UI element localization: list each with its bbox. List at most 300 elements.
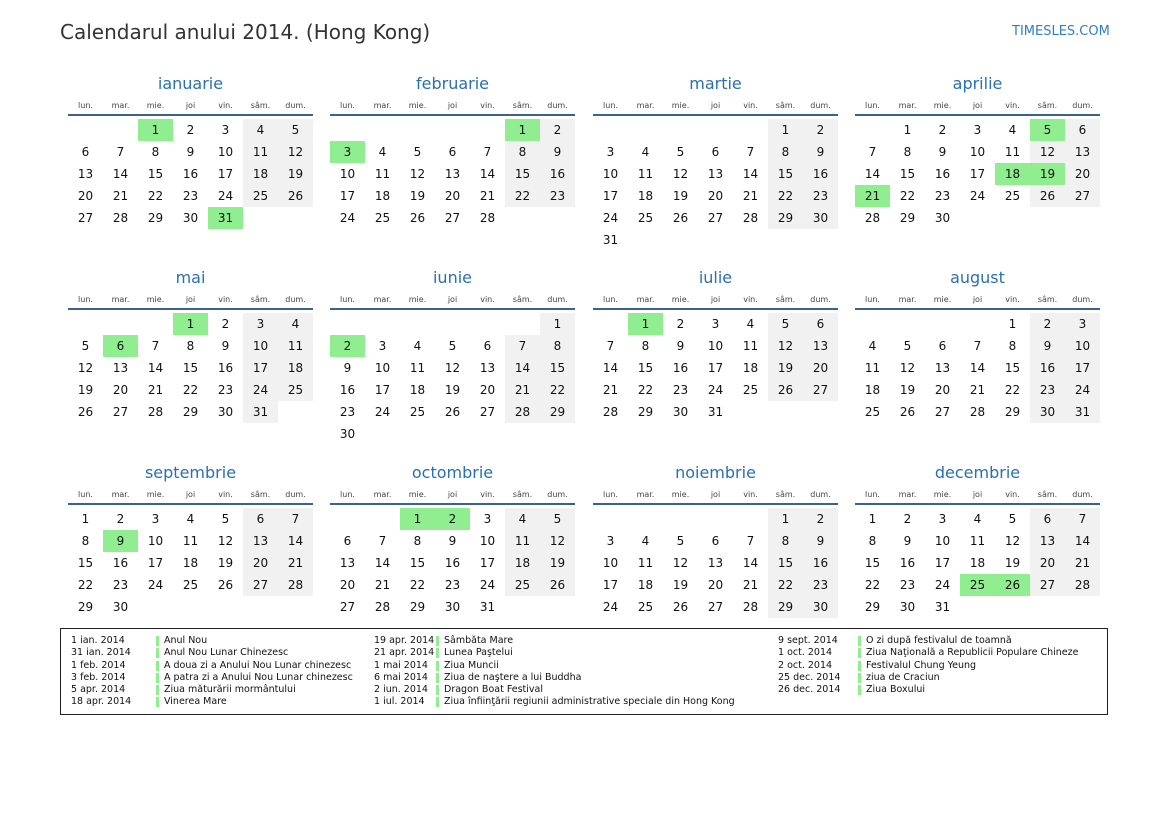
weekday-label: dum.: [1072, 101, 1093, 110]
day-cell: 31: [1065, 401, 1100, 423]
day-cell: 9: [903, 534, 912, 548]
day-cell: 24: [147, 578, 164, 592]
day-cell: 16: [672, 361, 689, 375]
legend-date: 18 apr. 2014: [71, 696, 132, 708]
day-cell: 13: [707, 556, 724, 570]
legend-holiday-name: Ziua înfiinţării regiunii administrative speciale din Hong Kong: [444, 696, 735, 708]
day-cell: 15: [768, 552, 803, 574]
weekday-label: joi: [972, 490, 983, 499]
day-cell: 9: [1030, 335, 1065, 357]
legend-date: 21 apr. 2014: [374, 647, 435, 659]
day-cell: 10: [374, 361, 391, 375]
day-cell: 6: [938, 339, 947, 353]
day-cell: 24: [602, 211, 619, 225]
day-cell: 20: [1030, 552, 1065, 574]
day-cell: 6: [803, 313, 838, 335]
day-cell: 16: [540, 163, 575, 185]
site-brand-link[interactable]: TIMESLES.COM: [1012, 24, 1110, 39]
day-cell: 3: [243, 313, 278, 335]
day-cell: 20: [339, 578, 356, 592]
day-cell: 21: [147, 383, 164, 397]
day-cell: 30: [1030, 401, 1065, 423]
day-cell: 12: [1004, 534, 1021, 548]
weekday-label: joi: [185, 101, 196, 110]
day-cell: 22: [768, 574, 803, 596]
day-cell: 10: [339, 167, 356, 181]
weekday-label: vin.: [1005, 295, 1020, 304]
day-cell: 18: [409, 383, 426, 397]
day-cell: 5: [768, 313, 803, 335]
day-cell: 14: [864, 167, 881, 181]
day-cell: 20: [112, 383, 129, 397]
weekday-label: mie.: [671, 101, 690, 110]
holiday-day-cell: 25: [960, 574, 995, 596]
weekday-label: sâm.: [250, 490, 271, 499]
day-cell: 24: [243, 379, 278, 401]
day-cell: 27: [934, 405, 951, 419]
weekday-label: dum.: [285, 490, 306, 499]
day-cell: 8: [151, 145, 160, 159]
day-cell: 13: [1030, 530, 1065, 552]
day-cell: 2: [186, 123, 195, 137]
day-cell: 5: [448, 339, 457, 353]
day-cell: 11: [409, 361, 426, 375]
month-header-rule: [593, 503, 838, 505]
holiday-marker-icon: [156, 697, 159, 707]
weekday-label: mie.: [671, 295, 690, 304]
day-cell: 19: [672, 189, 689, 203]
day-cell: 23: [217, 383, 234, 397]
day-cell: 27: [707, 600, 724, 614]
day-cell: 17: [707, 361, 724, 375]
day-cell: 27: [479, 405, 496, 419]
day-cell: 16: [803, 163, 838, 185]
day-cell: 26: [217, 578, 234, 592]
day-cell: 28: [374, 600, 391, 614]
legend-holiday-name: Vinerea Mare: [164, 696, 227, 708]
day-cell: 10: [602, 556, 619, 570]
month-name: octombrie: [411, 463, 494, 482]
weekday-label: mie.: [146, 490, 165, 499]
weekday-label: sâm.: [512, 101, 533, 110]
day-cell: 20: [707, 189, 724, 203]
weekday-label: mar.: [373, 295, 392, 304]
day-cell: 22: [182, 383, 199, 397]
day-cell: 4: [1008, 123, 1017, 137]
day-cell: 14: [278, 530, 313, 552]
day-cell: 24: [934, 578, 951, 592]
day-cell: 23: [112, 578, 129, 592]
day-cell: 13: [934, 361, 951, 375]
day-cell: 8: [768, 141, 803, 163]
day-cell: 24: [479, 578, 496, 592]
month-name: decembrie: [934, 463, 1021, 482]
day-cell: 28: [112, 211, 129, 225]
day-cell: 14: [505, 357, 540, 379]
day-cell: 12: [217, 534, 234, 548]
legend-date: 3 feb. 2014: [71, 671, 126, 683]
day-cell: 4: [973, 512, 982, 526]
day-cell: 16: [182, 167, 199, 181]
day-cell: 12: [672, 167, 689, 181]
legend-date: 26 dec. 2014: [778, 684, 841, 696]
day-cell: 22: [409, 578, 426, 592]
day-cell: 28: [742, 211, 759, 225]
day-cell: 3: [151, 512, 160, 526]
day-cell: 31: [707, 405, 724, 419]
day-cell: 15: [540, 357, 575, 379]
holiday-day-cell: 19: [1030, 163, 1065, 185]
day-cell: 16: [112, 556, 129, 570]
legend-holiday-name: Ziua măturării mormântului: [164, 684, 296, 696]
legend-date: 25 dec. 2014: [778, 671, 841, 683]
day-cell: 3: [938, 512, 947, 526]
day-cell: 2: [938, 123, 947, 137]
holiday-marker-icon: [436, 661, 439, 671]
day-cell: 16: [1030, 357, 1065, 379]
day-cell: 18: [278, 357, 313, 379]
weekday-label: joi: [185, 490, 196, 499]
legend-holiday-name: Lunea Paştelui: [444, 647, 513, 659]
day-cell: 9: [343, 361, 352, 375]
holiday-legend: [60, 628, 1108, 715]
weekday-label: vin.: [743, 295, 758, 304]
day-cell: 11: [1004, 145, 1021, 159]
day-cell: 29: [147, 211, 164, 225]
day-cell: 14: [742, 556, 759, 570]
day-cell: 23: [182, 189, 199, 203]
weekday-label: dum.: [285, 295, 306, 304]
day-cell: 24: [602, 600, 619, 614]
day-cell: 6: [343, 534, 352, 548]
day-cell: 20: [707, 578, 724, 592]
day-cell: 30: [803, 596, 838, 618]
weekday-label: sâm.: [1037, 295, 1058, 304]
day-cell: 25: [637, 211, 654, 225]
day-cell: 9: [938, 145, 947, 159]
day-cell: 10: [969, 145, 986, 159]
weekday-label: mar.: [636, 295, 655, 304]
weekday-label: mar.: [898, 295, 917, 304]
day-cell: 9: [803, 141, 838, 163]
weekday-label: sâm.: [775, 101, 796, 110]
day-cell: 20: [243, 552, 278, 574]
weekday-label: dum.: [810, 490, 831, 499]
day-cell: 30: [339, 427, 356, 441]
holiday-marker-icon: [858, 661, 861, 671]
holiday-day-cell: 1: [505, 119, 540, 141]
month-header-rule: [330, 503, 575, 505]
month-header-rule: [855, 114, 1100, 116]
weekday-label: joi: [185, 295, 196, 304]
weekday-label: mar.: [636, 101, 655, 110]
day-cell: 18: [637, 189, 654, 203]
day-cell: 28: [278, 574, 313, 596]
month-header-rule: [330, 308, 575, 310]
month-header-rule: [68, 503, 313, 505]
weekday-label: lun.: [865, 295, 880, 304]
day-cell: 28: [1065, 574, 1100, 596]
legend-holiday-name: Ziua Muncii: [444, 659, 499, 671]
day-cell: 5: [221, 512, 230, 526]
day-cell: 16: [899, 556, 916, 570]
legend-date: 1 oct. 2014: [778, 647, 833, 659]
day-cell: 8: [413, 534, 422, 548]
weekday-label: lun.: [340, 490, 355, 499]
weekday-label: joi: [710, 101, 721, 110]
holiday-marker-icon: [858, 648, 861, 658]
weekday-label: sâm.: [250, 101, 271, 110]
day-cell: 18: [864, 383, 881, 397]
weekday-label: vin.: [1005, 490, 1020, 499]
day-cell: 6: [483, 339, 492, 353]
day-cell: 10: [147, 534, 164, 548]
day-cell: 31: [479, 600, 496, 614]
day-cell: 13: [112, 361, 129, 375]
day-cell: 27: [112, 405, 129, 419]
day-cell: 5: [278, 119, 313, 141]
day-cell: 26: [409, 211, 426, 225]
month-header-rule: [330, 114, 575, 116]
weekday-label: joi: [447, 295, 458, 304]
day-cell: 17: [339, 189, 356, 203]
month-name: mai: [175, 268, 206, 287]
day-cell: 5: [676, 534, 685, 548]
day-cell: 29: [864, 600, 881, 614]
weekday-label: mar.: [373, 490, 392, 499]
day-cell: 13: [339, 556, 356, 570]
weekday-label: lun.: [865, 490, 880, 499]
day-cell: 25: [637, 600, 654, 614]
day-cell: 4: [641, 534, 650, 548]
day-cell: 30: [112, 600, 129, 614]
day-cell: 10: [1065, 335, 1100, 357]
holiday-day-cell: 26: [995, 574, 1030, 596]
legend-date: 6 mai 2014: [374, 671, 428, 683]
holiday-marker-icon: [858, 673, 861, 683]
holiday-marker-icon: [156, 673, 159, 683]
legend-holiday-name: Ziua de naştere a lui Buddha: [444, 671, 582, 683]
day-cell: 22: [899, 189, 916, 203]
weekday-label: sâm.: [512, 490, 533, 499]
day-cell: 17: [1065, 357, 1100, 379]
day-cell: 22: [637, 383, 654, 397]
legend-date: 1 mai 2014: [374, 659, 428, 671]
day-cell: 4: [413, 339, 422, 353]
legend-date: 1 ian. 2014: [71, 635, 125, 646]
day-cell: 1: [903, 123, 912, 137]
day-cell: 18: [505, 552, 540, 574]
day-cell: 27: [339, 600, 356, 614]
day-cell: 25: [278, 379, 313, 401]
day-cell: 17: [602, 578, 619, 592]
day-cell: 12: [1030, 141, 1065, 163]
day-cell: 27: [1030, 574, 1065, 596]
day-cell: 27: [243, 574, 278, 596]
weekday-label: joi: [710, 295, 721, 304]
day-cell: 2: [803, 508, 838, 530]
weekday-label: vin.: [480, 101, 495, 110]
holiday-day-cell: 1: [173, 313, 208, 335]
weekday-label: dum.: [810, 295, 831, 304]
day-cell: 9: [803, 530, 838, 552]
day-cell: 28: [602, 405, 619, 419]
weekday-label: mie.: [933, 101, 952, 110]
holiday-marker-icon: [156, 648, 159, 658]
day-cell: 22: [768, 185, 803, 207]
day-cell: 24: [374, 405, 391, 419]
day-cell: 24: [1065, 379, 1100, 401]
day-cell: 18: [182, 556, 199, 570]
day-cell: 3: [221, 123, 230, 137]
day-cell: 14: [112, 167, 129, 181]
month-name: iulie: [698, 268, 733, 287]
weekday-label: vin.: [743, 490, 758, 499]
day-cell: 10: [243, 335, 278, 357]
day-cell: 21: [742, 578, 759, 592]
day-cell: 4: [243, 119, 278, 141]
day-cell: 26: [672, 600, 689, 614]
legend-holiday-name: ziua de Craciun: [866, 671, 940, 683]
day-cell: 3: [606, 145, 615, 159]
day-cell: 21: [479, 189, 496, 203]
day-cell: 8: [903, 145, 912, 159]
day-cell: 16: [803, 552, 838, 574]
weekday-label: sâm.: [775, 490, 796, 499]
day-cell: 13: [444, 167, 461, 181]
day-cell: 4: [505, 508, 540, 530]
day-cell: 17: [147, 556, 164, 570]
day-cell: 2: [676, 317, 685, 331]
legend-date: 1 feb. 2014: [71, 659, 126, 671]
holiday-marker-icon: [436, 685, 439, 695]
day-cell: 17: [969, 167, 986, 181]
day-cell: 15: [1004, 361, 1021, 375]
day-cell: 21: [969, 383, 986, 397]
day-cell: 7: [151, 339, 160, 353]
weekday-label: vin.: [480, 490, 495, 499]
day-cell: 7: [483, 145, 492, 159]
weekday-label: mie.: [408, 295, 427, 304]
day-cell: 28: [147, 405, 164, 419]
weekday-label: joi: [972, 101, 983, 110]
day-cell: 4: [378, 145, 387, 159]
day-cell: 18: [742, 361, 759, 375]
day-cell: 13: [707, 167, 724, 181]
day-cell: 10: [934, 534, 951, 548]
day-cell: 20: [77, 189, 94, 203]
day-cell: 14: [374, 556, 391, 570]
day-cell: 24: [217, 189, 234, 203]
day-cell: 19: [217, 556, 234, 570]
weekday-label: lun.: [865, 101, 880, 110]
weekday-label: mie.: [408, 101, 427, 110]
day-cell: 31: [934, 600, 951, 614]
day-cell: 10: [479, 534, 496, 548]
day-cell: 8: [768, 530, 803, 552]
day-cell: 11: [243, 141, 278, 163]
day-cell: 5: [1008, 512, 1017, 526]
weekday-label: dum.: [1072, 490, 1093, 499]
day-cell: 31: [243, 401, 278, 423]
day-cell: 2: [803, 119, 838, 141]
day-cell: 21: [1065, 552, 1100, 574]
weekday-label: lun.: [340, 295, 355, 304]
day-cell: 22: [1004, 383, 1021, 397]
day-cell: 24: [969, 189, 986, 203]
holiday-marker-icon: [156, 636, 159, 646]
weekday-label: sâm.: [250, 295, 271, 304]
day-cell: 1: [768, 508, 803, 530]
weekday-label: joi: [972, 295, 983, 304]
legend-holiday-name: Anul Nou Lunar Chinezesc: [164, 647, 289, 659]
day-cell: 28: [742, 600, 759, 614]
holiday-marker-icon: [436, 648, 439, 658]
month-header-rule: [68, 114, 313, 116]
day-cell: 4: [746, 317, 755, 331]
day-cell: 5: [676, 145, 685, 159]
day-cell: 5: [413, 145, 422, 159]
weekday-label: dum.: [1072, 295, 1093, 304]
day-cell: 15: [182, 361, 199, 375]
day-cell: 14: [602, 361, 619, 375]
day-cell: 29: [77, 600, 94, 614]
day-cell: 7: [278, 508, 313, 530]
day-cell: 12: [77, 361, 94, 375]
month-header-rule: [68, 308, 313, 310]
day-cell: 26: [1030, 185, 1065, 207]
weekday-label: dum.: [285, 101, 306, 110]
holiday-day-cell: 2: [330, 335, 365, 357]
weekday-label: dum.: [810, 101, 831, 110]
weekday-label: mie.: [933, 295, 952, 304]
day-cell: 28: [864, 211, 881, 225]
day-cell: 12: [278, 141, 313, 163]
weekday-label: lun.: [78, 101, 93, 110]
day-cell: 20: [803, 357, 838, 379]
legend-holiday-name: Anul Nou: [164, 635, 208, 646]
weekday-label: sâm.: [1037, 490, 1058, 499]
weekday-label: joi: [447, 101, 458, 110]
day-cell: 17: [602, 189, 619, 203]
day-cell: 8: [1008, 339, 1017, 353]
day-cell: 5: [81, 339, 90, 353]
weekday-label: sâm.: [512, 295, 533, 304]
day-cell: 1: [540, 313, 575, 335]
day-cell: 19: [444, 383, 461, 397]
day-cell: 1: [1008, 317, 1017, 331]
day-cell: 21: [505, 379, 540, 401]
day-cell: 1: [868, 512, 877, 526]
day-cell: 20: [444, 189, 461, 203]
day-cell: 26: [899, 405, 916, 419]
day-cell: 7: [1065, 508, 1100, 530]
day-cell: 5: [903, 339, 912, 353]
day-cell: 10: [217, 145, 234, 159]
month-header-rule: [593, 308, 838, 310]
day-cell: 18: [969, 556, 986, 570]
holiday-day-cell: 1: [628, 313, 663, 335]
legend-holiday-name: Sâmbăta Mare: [444, 635, 514, 646]
day-cell: 3: [606, 534, 615, 548]
day-cell: 19: [899, 383, 916, 397]
month-name: august: [950, 268, 1005, 287]
day-cell: 30: [182, 211, 199, 225]
day-cell: 23: [540, 185, 575, 207]
day-cell: 12: [899, 361, 916, 375]
day-cell: 29: [768, 596, 803, 618]
day-cell: 26: [77, 405, 94, 419]
